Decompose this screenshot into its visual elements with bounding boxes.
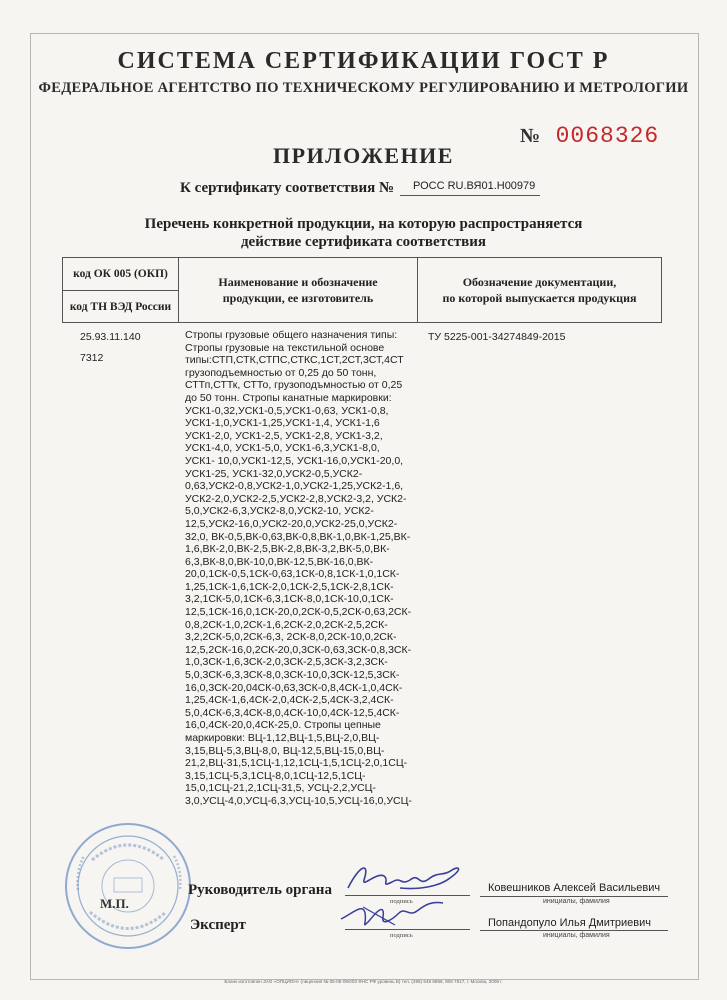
product-line: 3,2,2СК-5,0,2СК-6,3, 2СК-8,0,2СК-10,0,2СК-: [185, 631, 397, 644]
certificate-underline: [400, 195, 540, 196]
product-line: УСК1-4,0, УСК1-5,0, УСК1-6,3,УСК1-8,0,: [185, 442, 380, 455]
head-name: Ковешников Алексей Васильевич: [488, 882, 661, 894]
header-product-line-2: продукции, ее изготовитель: [222, 291, 374, 305]
table-header: [62, 257, 662, 323]
expert-name-line: [480, 930, 668, 931]
number-sign: №: [520, 125, 541, 147]
product-line: 3,15,1СЦ-5,3,1СЦ-8,0,1СЦ-12,5,1СЦ-: [185, 769, 366, 782]
tnved-code: 7312: [80, 352, 104, 364]
expert-signature-caption: подпись: [390, 932, 413, 939]
header-product-name: [179, 258, 418, 322]
product-line: 5,0,3СК-6,3,3СК-8,0,3СК-10,0,3СК-12,5,3СК-: [185, 669, 400, 682]
scope-line-2: действие сертификата соответствия: [240, 234, 487, 250]
head-signature-caption: подпись: [390, 898, 413, 905]
product-line: 3,2,1СК-5,0,1СК-6,3,1СК-8,0,1СК-10,0,1СК-: [185, 593, 394, 606]
product-line: типы:СТП,СТК,СТПС,СТКС,1СТ,2СТ,3СТ,4СТ: [185, 354, 404, 367]
product-line: УСК1- 10,0,УСК1-12,5, УСК1-16,0,УСК1-20,0,: [185, 454, 404, 467]
blank-serial: 0068326: [555, 123, 660, 149]
product-line: 5,0,4СК-6,3,4СК-8,0,4СК-10,0,4СК-12,5,4СК-: [185, 706, 400, 719]
product-line: 5,0,УСК2-6,3,УСК2-8,0,УСК2-10, УСК2-: [185, 505, 374, 518]
certificate-label: К сертификату соответствия №: [180, 180, 395, 196]
product-line: УСК1-0,32,УСК1-0,5,УСК1-0,63, УСК1-0,8,: [185, 404, 389, 417]
scope-line-1: Перечень конкретной продукции, на которую распространяется: [144, 216, 583, 232]
product-line: маркировки: ВЦ-1,12,ВЦ-1,5,ВЦ-2,0,ВЦ-: [185, 732, 380, 744]
okp-code: 25.93.11.140: [80, 331, 141, 343]
scope-heading: [0, 215, 727, 251]
product-line: 15,0,1СЦ-21,2,1СЦ-31,5, УСЦ-2,2,УСЦ-: [185, 782, 376, 795]
header-tnved-code: код ТН ВЭД России: [63, 291, 179, 322]
product-line: грузоподъемностью от 0,25 до 50 тонн,: [185, 366, 377, 379]
header-documentation: [418, 258, 661, 322]
product-line: УСК1-1,0,УСК1-1,25,УСК1-1,4, УСК1-1,6: [185, 417, 380, 430]
head-label: Руководитель органа: [188, 882, 332, 898]
expert-name: Попандопуло Илья Дмитриевич: [488, 917, 652, 929]
product-line: СТТп,СТТк, СТТо, грузоподъмностью от 0,25: [185, 379, 403, 392]
product-line: 1,25,1СК-1,6,1СК-2,0,1СК-2,5,1СК-2,8,1СК-: [185, 580, 394, 593]
product-line: 1,6,ВК-2,0,ВК-2,5,ВК-2,8,ВК-3,2,ВК-5,0,ВК-: [185, 543, 390, 556]
product-line: 3,15,ВЦ-5,3,ВЦ-8,0, ВЦ-12,5,ВЦ-15,0,ВЦ-: [185, 744, 385, 757]
appendix-title: ПРИЛОЖЕНИЕ: [273, 143, 454, 168]
product-description: [185, 329, 417, 808]
header-doc-line-2: по которой выпускается продукция: [442, 291, 637, 305]
agency-title: ФЕДЕРАЛЬНОЕ АГЕНТСТВО ПО ТЕХНИЧЕСКОМУ РЕГУЛИРОВАНИЮ И МЕТРОЛОГИИ: [38, 80, 689, 96]
product-line: 16,0,3СК-20,04СК-0,63,3СК-0,8,4СК-1,0,4СК-: [185, 681, 403, 694]
product-line: УСК1-2,0, УСК1-2,5, УСК1-2,8, УСК1-3,2,: [185, 429, 383, 442]
product-line: 21,2,ВЦ-31,5,1СЦ-1,12,1СЦ-1,5,1СЦ-2,0,1СЦ-: [185, 757, 408, 770]
product-line: 3,0,УСЦ-4,0,УСЦ-6,3,УСЦ-10,5,УСЦ-16,0,УСЦ-: [185, 794, 412, 807]
product-line: 12,5,2СК-16,0,2СК-20,0,3СК-0,63,3СК-0,8,3СК-: [185, 643, 412, 656]
documentation-code: ТУ 5225-001-34274849-2015: [428, 331, 566, 343]
product-line: 12,5,УСК2-16,0,УСК2-20,0,УСК2-25,0,УСК2-: [185, 517, 398, 530]
head-signature: [340, 858, 470, 898]
expert-label: Эксперт: [190, 917, 246, 933]
printer-footer: Бланк изготовлен ЗАО «ОПЦИОН» (лицензия № 05-05-09/003 ФНС РФ уровень Б) тел. (495) 648 6868, 906 7617, г. Москва, 2009 г.: [224, 979, 503, 984]
header-doc-line-1: Обозначение документации,: [462, 275, 617, 289]
product-line: 12,5,1СК-16,0,1СК-20,0,2СК-0,5,2СК-0,63,2СК-: [185, 606, 412, 619]
system-title: СИСТЕМА СЕРТИФИКАЦИИ ГОСТ Р: [117, 48, 610, 74]
head-name-line: [480, 896, 668, 897]
certificate-number: РОСС RU.ВЯ01.Н00979: [413, 180, 536, 192]
expert-signature: [335, 893, 455, 933]
header-product-line-1: Наименование и обозначение: [218, 275, 378, 289]
product-line: 6,3,ВК-8,0,ВК-10,0,ВК-12,5,ВК-16,0,ВК-: [185, 555, 374, 568]
product-line: Стропы грузовые на текстильной основе: [185, 341, 385, 354]
product-line: 32,0, ВК-0,5,ВК-0,63,ВК-0,8,ВК-1,0,ВК-1,25,ВК-: [185, 530, 411, 543]
expert-name-caption: инициалы, фамилия: [543, 932, 610, 939]
product-line: УСК2-2,0,УСК2-2,5,УСК2-2,8,УСК2-3,2, УСК2-: [185, 492, 407, 505]
header-okp-code: код ОК 005 (ОКП): [63, 258, 179, 291]
product-line: 1,0,3СК-1,6,3СК-2,0,3СК-2,5,3СК-3,2,3СК-: [185, 656, 388, 669]
product-line: до 50 тонн. Стропы канатные маркировки:: [185, 391, 392, 404]
seal-label: М.П.: [100, 896, 129, 911]
product-line: УСК1-25, УСК1-32,0,УСК2-0,5,УСК2-: [185, 467, 363, 480]
product-line: 20,0,1СК-0,5,1СК-0,63,1СК-0,8,1СК-1,0,1СК-: [185, 568, 400, 581]
product-line: 0,8,2СК-1,0,2СК-1,6,2СК-2,0,2СК-2,5,2СК-: [185, 618, 388, 631]
product-line: 1,25,4СК-1,6,4СК-2,0,4СК-2,5,4СК-3,2,4СК-: [185, 694, 394, 707]
product-line: 0,63,УСК2-0,8,УСК2-1,0,УСК2-1,25,УСК2-1,6,: [185, 480, 404, 493]
product-line: Стропы грузовые общего назначения типы:: [185, 329, 398, 341]
product-line: 16,0,4СК-20,0,4СК-25,0. Стропы цепные: [185, 719, 381, 732]
seal-stamp: [62, 820, 194, 952]
head-name-caption: инициалы, фамилия: [543, 898, 610, 905]
